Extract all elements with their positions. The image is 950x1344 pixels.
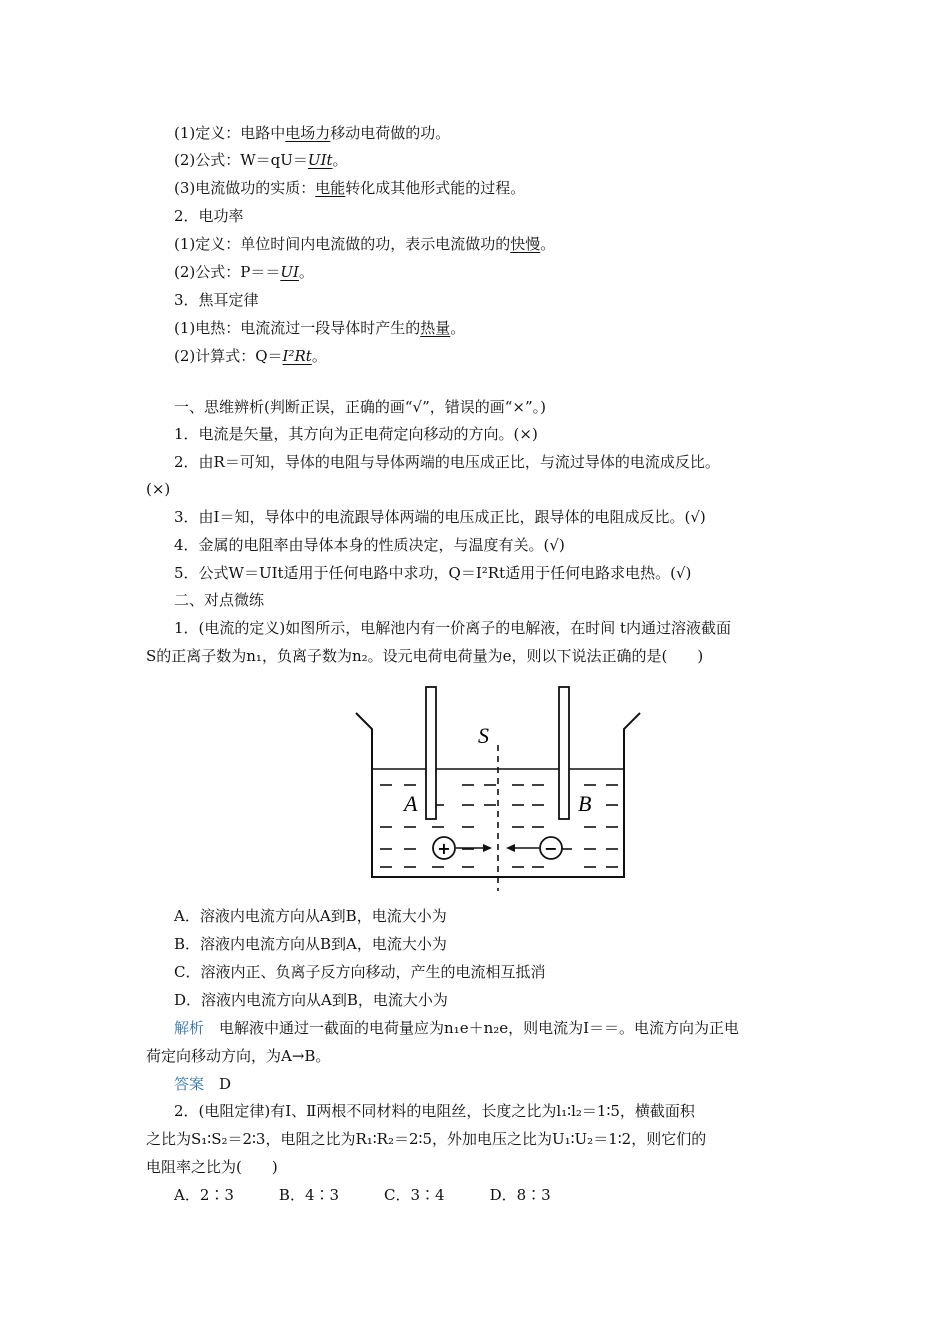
analysis-label: 解析 xyxy=(174,1019,205,1037)
part1-q2: 2．由R＝可知，导体的电阻与导体两端的电压成正比，与流过导体的电流成反比。 xyxy=(174,453,720,471)
arrow-right-icon xyxy=(483,844,492,852)
answer-line: 答案 D xyxy=(174,1075,232,1093)
analysis-line2: 荷定向移动方向，为A→B。 xyxy=(146,1047,331,1065)
positive-ion xyxy=(433,837,455,859)
negative-ion xyxy=(540,837,562,859)
s2-line1: (1)定义：单位时间内电流做的功，表示电流做功的快慢。 xyxy=(174,235,556,253)
s3-title: 3．焦耳定律 xyxy=(174,291,259,309)
s3-line1: (1)电热：电流流过一段导体时产生的热量。 xyxy=(174,319,466,337)
part1-q3: 3．由I＝知，导体中的电流跟导体两端的电压成正比，跟导体的电阻成反比。(√) xyxy=(174,508,706,526)
part1-q4: 4．金属的电阻率由导体本身的性质决定，与温度有关。(√) xyxy=(174,536,565,554)
option-d: D．溶液内电流方向从A到B，电流大小为 xyxy=(174,991,448,1009)
problem2-line3: 电阻率之比为( ) xyxy=(146,1158,278,1176)
analysis-line1: 解析 电解液中通过一截面的电荷量应为n₁e＋n₂e，则电流为I＝＝。电流方向为正电 xyxy=(174,1019,740,1037)
electrode-b xyxy=(559,687,569,819)
s2-line2: (2)公式：P＝＝UI。 xyxy=(174,263,314,281)
s1-line1: (1)定义：电路中电场力移动电荷做的功。 xyxy=(174,124,451,142)
part1-q1: 1．电流是矢量，其方向为正电荷定向移动的方向。(×) xyxy=(174,425,538,443)
s1-line3: (3)电流做功的实质：电能转化成其他形式能的过程。 xyxy=(174,179,526,197)
arrow-left-icon xyxy=(506,844,515,852)
electrolytic-cell-figure xyxy=(352,683,644,893)
svg-text:−: − xyxy=(544,839,558,858)
s1-line2: (2)公式：W＝qU＝UIt。 xyxy=(174,151,348,169)
s2-title: 2．电功率 xyxy=(174,207,244,225)
electrode-a xyxy=(426,687,436,819)
part1-q5: 5．公式W＝UIt适用于任何电路中求功，Q＝I²Rt适用于任何电路求电热。(√) xyxy=(174,564,692,582)
option-b: B．溶液内电流方向从B到A，电流大小为 xyxy=(174,935,447,953)
label-s: S xyxy=(478,723,489,748)
option-a: A．溶液内电流方向从A到B，电流大小为 xyxy=(174,907,447,925)
svg-text:+: + xyxy=(437,839,451,858)
s3-line2: (2)计算式：Q＝I²Rt。 xyxy=(174,347,327,365)
part1-q2-cont: (×) xyxy=(146,480,171,498)
option-c: C．溶液内正、负离子反方向移动，产生的电流相互抵消 xyxy=(174,963,546,981)
problem1-line2: S的正离子数为n₁，负离子数为n₂。设元电荷电荷量为e，则以下说法正确的是( ) xyxy=(146,647,704,665)
label-a: A xyxy=(404,791,418,816)
label-b: B xyxy=(578,791,592,816)
problem2-choices: A．2∶3 B．4∶3 C．3∶4 D．8∶3 xyxy=(174,1186,551,1204)
problem2-line1: 2．(电阻定律)有Ⅰ、Ⅱ两根不同材料的电阻丝，长度之比为l₁∶l₂＝1∶5，横截面积 xyxy=(174,1102,695,1120)
answer-label: 答案 xyxy=(174,1075,205,1093)
part2-title: 二、对点微练 xyxy=(174,591,265,609)
problem1-line1: 1．(电流的定义)如图所示，电解池内有一价离子的电解液，在时间 t内通过溶液截面 xyxy=(174,619,732,637)
part1-title: 一、思维辨析(判断正误，正确的画“√”，错误的画“×”。) xyxy=(174,398,547,416)
problem2-line2: 之比为S₁∶S₂＝2∶3，电阻之比为R₁∶R₂＝2∶5，外加电压之比为U₁∶U₂＝1∶2，则它们的 xyxy=(146,1130,707,1148)
